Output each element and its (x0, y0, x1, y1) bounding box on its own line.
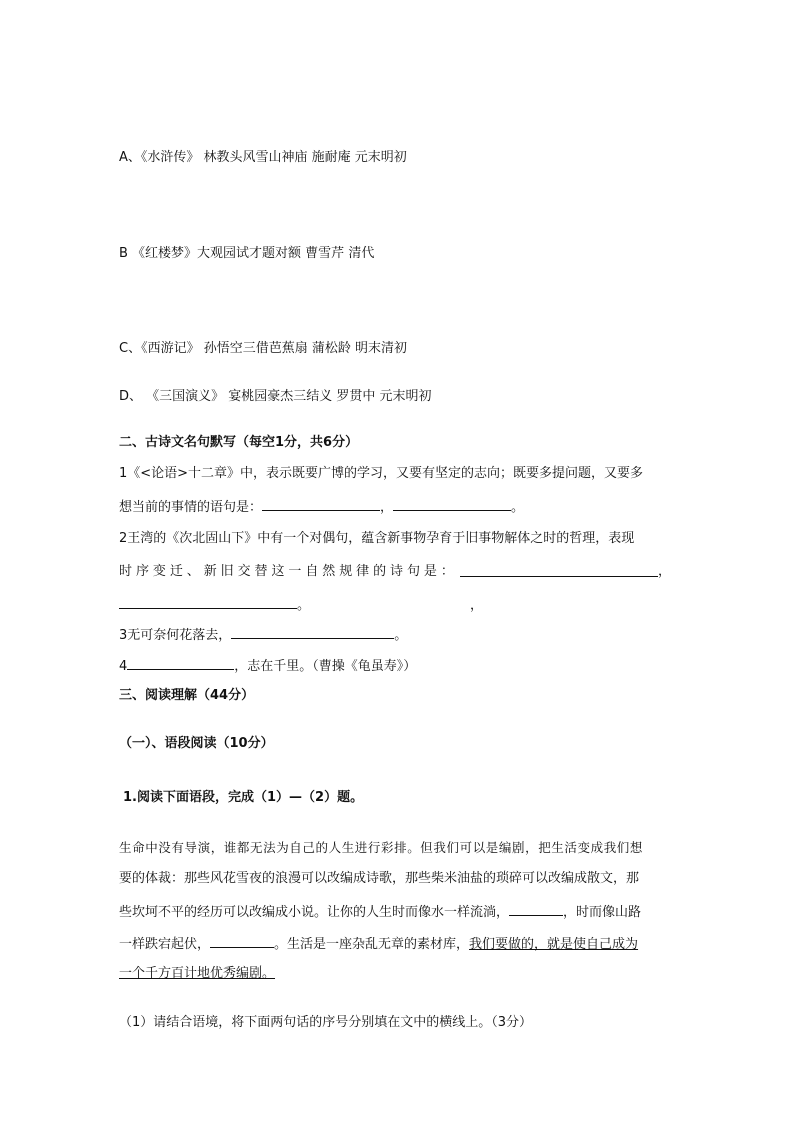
answer-blank[interactable] (460, 562, 658, 577)
q3-line (119, 624, 407, 646)
q1-line1: 1《<论语>十二章》中，表示既要广博的学习，又要有坚定的志向；既要多提问题，又要多 (119, 466, 644, 481)
para-line3-suffix: ，时而像山路 (563, 905, 642, 920)
q2-char: 这 (271, 564, 285, 579)
para-line5: 一个千方百计地优秀编剧。 (119, 966, 276, 981)
answer-blank[interactable] (262, 496, 380, 511)
q2-char: 是 (423, 564, 437, 579)
q4-prefix: 4 (119, 659, 128, 674)
q2-char: ： (440, 564, 454, 579)
q2-line1: 2王湾的《次北固山下》中有一个对偶句，蕴含新事物孕育于旧事物解体之时的哲理，表现 (119, 531, 635, 546)
q4-suffix: ，志在千里。（曹操《龟虽寿》） (234, 659, 417, 674)
option-d: D、 《三国演义》 宴桃园豪杰三结义 罗贯中 元末明初 (119, 389, 432, 404)
option-b: B 《红楼梦》大观园试才题对额 曹雪芹 清代 (119, 246, 375, 261)
para-line4 (119, 933, 638, 955)
period: 。 (394, 628, 408, 643)
q1-line2 (119, 496, 524, 518)
q2-line2-text (119, 562, 454, 582)
q2-char: 旧 (220, 564, 234, 579)
q2-char: 的 (373, 564, 387, 579)
section2-title: 二、古诗文名句默写（每空1分，共6分） (119, 435, 359, 450)
q3-prefix: 3无可奈何花落去， (119, 628, 232, 643)
q2-char: 序 (135, 564, 149, 579)
answer-blank[interactable] (509, 901, 563, 916)
q2-char: 然 (322, 564, 336, 579)
q2-char: 律 (356, 564, 370, 579)
q2-char: 交 (237, 564, 251, 579)
q2-line2 (119, 562, 671, 582)
para-line3-prefix: 些坎坷不平的经历可以改编成小说。让你的人生时而像水一样流淌， (119, 905, 510, 920)
para-line4-mid: 。生活是一座杂乱无章的素材库， (274, 937, 470, 952)
q2-char: 规 (339, 564, 353, 579)
comma: ， (657, 564, 671, 579)
option-c: C、《西游记》 孙悟空三借芭蕉扇 蒲松龄 明末清初 (119, 341, 407, 356)
para-line4-prefix: 一样跌宕起伏， (119, 937, 211, 952)
q2-char: 自 (305, 564, 319, 579)
comma: ， (470, 598, 484, 613)
q2-char: 一 (288, 564, 302, 579)
q2-char: 诗 (390, 564, 404, 579)
period: 。 (511, 500, 525, 515)
q4-line (119, 655, 416, 677)
q2-char: 新 (203, 564, 217, 579)
answer-blank[interactable] (210, 933, 274, 948)
section3-sub1: （一）、语段阅读（10分） (119, 736, 274, 751)
para-line2: 要的体裁：那些风花雪夜的浪漫可以改编成诗歌，那些柴米油盐的琐碎可以改编成散文，那 (119, 871, 640, 886)
answer-blank[interactable] (393, 496, 511, 511)
option-a: A、《水浒传》 林教头风雪山神庙 施耐庵 元末明初 (119, 150, 407, 165)
comma: ， (380, 500, 394, 515)
para-line1: 生命中没有导演，谁都无法为自己的人生进行彩排。但我们可以是编剧，把生活变成我们想 (119, 840, 644, 855)
para-line3 (119, 901, 641, 923)
q2-char: 变 (152, 564, 166, 579)
q2-char: 替 (254, 564, 268, 579)
para-line4-underlined: 我们要做的，就是使自己成为 (469, 937, 639, 952)
answer-blank[interactable] (231, 624, 394, 639)
section3-title: 三、阅读理解（44分） (119, 688, 255, 703)
q2-line3 (119, 594, 483, 616)
q2-char: 迁 (169, 564, 183, 579)
period: 。 (297, 598, 311, 613)
q2-char: 、 (186, 564, 200, 579)
q2-char: 句 (406, 564, 420, 579)
section3-sub-q1: （1）请结合语境，将下面两句话的序号分别填在文中的横线上。（3分） (119, 1015, 533, 1030)
answer-blank[interactable] (127, 655, 234, 670)
answer-blank[interactable] (119, 594, 297, 609)
q1-line2-prefix: 想当前的事情的语句是： (119, 500, 263, 515)
q2-char: 时 (119, 564, 133, 579)
section3-q1-heading: 1.阅读下面语段，完成（1）—（2）题。 (123, 790, 364, 805)
